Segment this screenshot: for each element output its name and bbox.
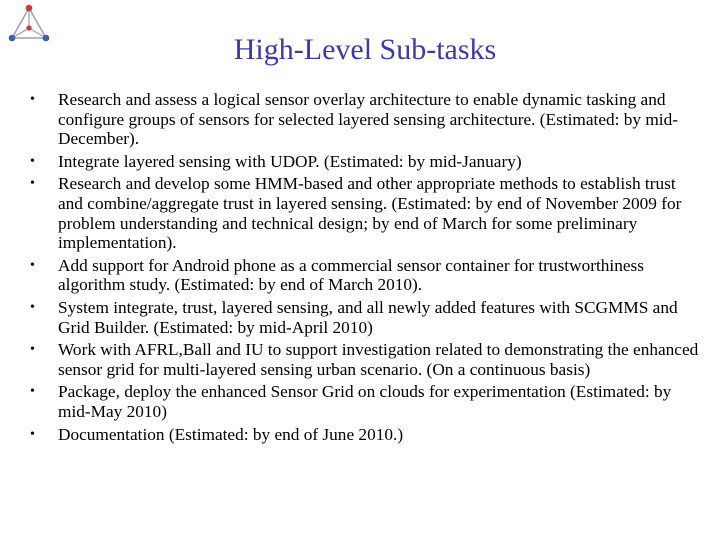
list-item bbox=[30, 256, 700, 295]
list-item bbox=[30, 152, 700, 172]
list-item bbox=[30, 425, 700, 445]
list-item bbox=[30, 90, 700, 149]
list-item-text: Add support for Android phone as a commercial sensor container for trustworthiness algorithm study. (Estimated: by end of March 2010). bbox=[58, 255, 644, 295]
list-item bbox=[30, 340, 700, 379]
bullet-icon: • bbox=[30, 342, 35, 358]
list-item bbox=[30, 382, 700, 421]
page-title: High-Level Sub-tasks bbox=[233, 33, 497, 66]
bullet-icon: • bbox=[30, 153, 35, 169]
list-item bbox=[30, 174, 700, 252]
bullet-icon: • bbox=[30, 384, 35, 400]
list-item-text: Research and develop some HMM-based and other appropriate methods to establish trust and combine/aggregate trust in layered sensing. (Estimated: by end of November 2009 for problem understanding and technical design; by end of March for some preliminary implementation). bbox=[58, 174, 682, 253]
bullet-icon: • bbox=[30, 176, 35, 192]
bullet-icon: • bbox=[30, 257, 35, 273]
list-item-text: Documentation (Estimated: by end of June 2010.) bbox=[58, 424, 404, 444]
list-item bbox=[30, 298, 700, 337]
list-item-text: Work with AFRL,Ball and IU to support investigation related to demonstrating the enhanced sensor grid for multi-layered sensing urban scenario. (On a continuous basis) bbox=[58, 340, 699, 379]
task-list bbox=[30, 90, 700, 447]
bullet-icon: • bbox=[30, 426, 35, 442]
list-item-text: Package, deploy the enhanced Sensor Grid on clouds for experimentation (Estimated: by mid-May 2010) bbox=[58, 382, 672, 421]
list-item-text: System integrate, trust, layered sensing, and all newly added features with SCGMMS and Grid Builder. (Estimated: by mid-April 2010) bbox=[58, 297, 678, 337]
list-item-text: Research and assess a logical sensor overlay architecture to enable dynamic tasking and configure groups of sensors for selected layered sensing architecture. (Estimated: by mid-December). bbox=[58, 90, 678, 149]
bullet-icon: • bbox=[30, 299, 35, 315]
bullet-icon: • bbox=[30, 92, 35, 107]
list-item-text: Integrate layered sensing with UDOP. (Estimated: by mid-January) bbox=[58, 151, 522, 171]
